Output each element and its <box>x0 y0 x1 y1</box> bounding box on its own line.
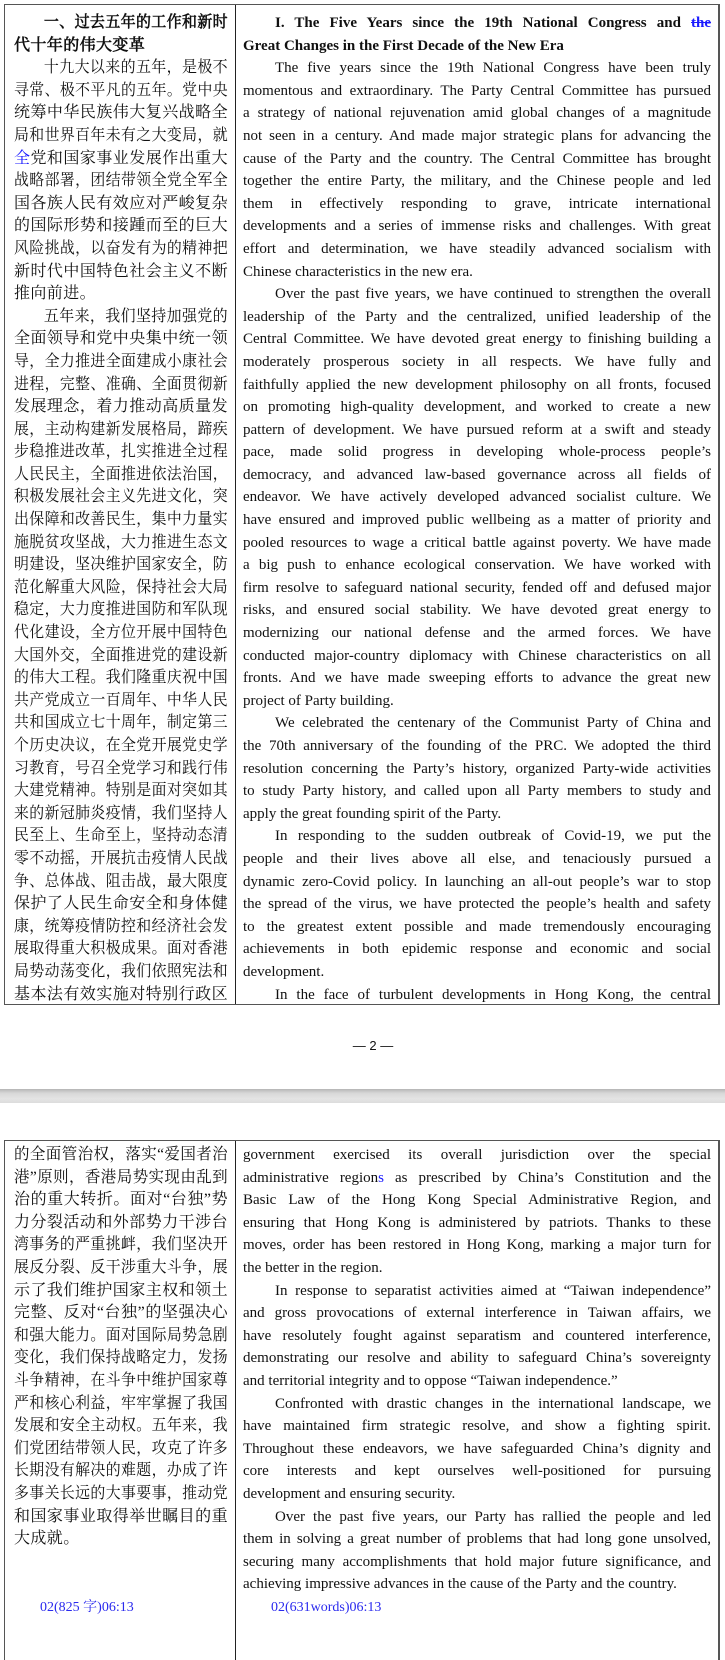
text-line: 湾事务的严重挑衅，我们坚决开 <box>14 1236 228 1254</box>
text-line: 局和世界百年未有之大变局，就 <box>14 126 228 144</box>
text-line: firm resolve to safeguard national security, fended off and defused major <box>243 579 711 596</box>
text-segment: 党和国家事业发展作出重大 <box>30 149 228 167</box>
text-line: conducted major-country diplomacy with Chinese characteristics on all <box>243 647 711 664</box>
text-line: have maintained firm strategic resolve, and show a fighting spirit. <box>243 1418 711 1435</box>
text-line: 展取得重大积极成果。面对香港 <box>14 940 228 958</box>
text-line: development. <box>243 963 325 980</box>
text-line: developments and a series of immense risks and challenges. With great <box>243 218 711 235</box>
text-line: people and their lives above all else, and tenaciously pursued a <box>243 850 711 867</box>
text-line: the spread of the virus, we have protected the people’s health and safety <box>243 896 711 913</box>
text-line: 港”原则，香港局势实现由乱到 <box>14 1168 228 1186</box>
text-line: the better in the region. <box>243 1259 383 1276</box>
section-heading <box>243 12 711 57</box>
text-line: 共和国成立七十周年，制定第三 <box>14 714 228 732</box>
text-line: 零不动摇，开展抗击疫情人民战 <box>14 849 228 867</box>
paragraph <box>243 57 711 283</box>
text-line: 和强大能力。面对国际局势急剧 <box>14 1326 228 1344</box>
text-line: 积极发展社会主义先进文化，突 <box>14 488 228 506</box>
text-line: The five years since the 19th National Congress have been truly <box>275 60 711 77</box>
text-segment: I. The Five Years since the 19th National Congress and <box>275 15 691 31</box>
text-line: 示了我们维护国家主权和领土 <box>14 1281 228 1299</box>
text-line: endeavor. We have actively developed advanced socialist culture. We <box>243 489 711 506</box>
text-line: pooled resources to wage a critical battle against poverty. We have made <box>243 534 711 551</box>
text-line: 争、总体战、阻击战，最大限度 <box>14 872 228 890</box>
text-line: 展反分裂、反干涉重大斗争，展 <box>14 1258 228 1276</box>
chinese-column <box>5 1141 236 1660</box>
text-segment: as prescribed by China’s Constitution and the <box>383 1169 711 1186</box>
text-line: modernizing our national defense and the armed forces. We have <box>243 625 711 642</box>
text-line: pattern of development. We have pursued reform at a swift and steady <box>243 421 711 438</box>
text-line: effort and determination, we have steadily advanced socialism with <box>243 240 711 257</box>
text-line <box>243 1167 711 1190</box>
text-line: 多事关长远的大事要事，推动党 <box>14 1484 228 1502</box>
chinese-word-count-footer: 02(825 字)06:13 <box>40 1600 134 1615</box>
text-line: 施脱贫攻坚战，大力推进生态文 <box>14 533 228 551</box>
text-line: 完整、反对“台独”的坚强决心 <box>14 1304 228 1322</box>
text-line: 明建设，坚决维护国家安全，防 <box>14 556 228 574</box>
text-line: 发展和安全主动权。五年来，我 <box>14 1417 228 1435</box>
text-line: 力分裂活动和外部势力干涉台 <box>14 1213 228 1231</box>
text-line: 基本法有效实施对特别行政区 <box>14 985 228 1003</box>
text-line: 大成就。 <box>14 1530 80 1548</box>
text-line: faithfully applied the new development philosophy on all fronts, focused <box>243 376 711 393</box>
text-line: and gross provocations of external interference in Taiwan affairs, we <box>243 1305 711 1322</box>
text-line: 局势动荡变化，我们依照宪法和 <box>14 962 228 980</box>
text-line: cause of the Party and the country. The Central Committee has brought <box>243 150 711 167</box>
text-line: Over the past five years, our Party has rallied the people and led <box>275 1508 711 1525</box>
text-line: not seen in a century. And made major strategic plans for advancing the <box>243 127 711 144</box>
text-line: Basic Law of the Hong Kong Special Administrative Region, and <box>243 1192 711 1209</box>
text-line: In responding to the sudden outbreak of Covid-19, we put the <box>275 828 711 845</box>
text-line: risks, and ensured social stability. We have devoted great energy to <box>243 602 711 619</box>
text-line: have resolutely fought against separatism and countered interference, <box>243 1327 711 1344</box>
text-line: In the face of turbulent developments in Hong Kong, the central <box>275 986 711 1003</box>
text-line: have ensured and improved public wellbeing as a matter of priority and <box>243 512 711 529</box>
text-line: resolution concerning the Party’s history, organized Party-wide activities <box>243 760 711 777</box>
text-line: and territorial integrity and to oppose “Taiwan independence.” <box>243 1372 618 1389</box>
text-line: leadership of the Party and the centralized, unified leadership of the <box>243 308 711 325</box>
chinese-column <box>5 5 236 1004</box>
paragraph <box>243 984 711 1007</box>
text-line: In response to separatist activities aimed at “Taiwan independence” <box>275 1282 711 1299</box>
text-line: demonstrating our resolve and ability to safeguard China’s sovereignty <box>243 1350 711 1367</box>
text-line: 变化，我们保持战略定力，发扬 <box>14 1349 228 1367</box>
text-line: fronts. And we have made sweeping efforts to advance the great new <box>243 670 711 687</box>
text-line: 国各族人民有效应对严峻复杂 <box>14 194 228 212</box>
text-line: 共产党成立一百周年、中华人民 <box>14 691 228 709</box>
page-1-bilingual-table <box>4 4 720 1005</box>
text-line: 推向前进。 <box>14 285 97 303</box>
paragraph <box>243 1393 711 1506</box>
text-line: government exercised its overall jurisdiction over the special <box>243 1147 711 1163</box>
text-line: 的伟大工程。我们隆重庆祝中国 <box>14 669 228 687</box>
text-line: 代化建设，全方位开展中国特色 <box>14 624 228 642</box>
text-line: 和国家事业取得举世瞩目的重 <box>14 1507 228 1525</box>
text-line: 保护了人民生命安全和身体健 <box>14 895 228 913</box>
paragraph <box>243 1280 711 1393</box>
page-2-bilingual-table <box>4 1140 720 1660</box>
text-line: 步稳推进改革，扎实推进全过程 <box>14 443 228 461</box>
text-line: 民至上、生命至上，坚持动态清 <box>14 827 228 845</box>
text-line: 展，主动构建新发展格局，蹄疾 <box>14 420 228 438</box>
text-line: 导，全力推进全面建成小康社会 <box>14 352 228 370</box>
text-line: 战略部署，团结带领全党全军全 <box>14 172 228 190</box>
text-line: 稳定，大力度推进国防和军队现 <box>14 601 228 619</box>
section-heading <box>14 12 228 57</box>
text-line: 康，统筹疫情防控和经济社会发 <box>14 917 228 935</box>
text-line: pace, made solid progress in developing whole-process people’s <box>243 444 711 461</box>
english-word-count-footer: 02(631words)06:13 <box>271 1600 382 1615</box>
text-line: 人民民主，全面推进依法治国， <box>14 465 228 483</box>
text-line: 大建党精神。特别是面对突如其 <box>14 782 228 800</box>
text-line: momentous and extraordinary. The Party Central Committee has pursued <box>243 82 711 99</box>
text-line: a strategy of national rejuvenation amid global changes of a magnitude <box>243 105 711 122</box>
text-line: 们党团结带领人民，攻克了许多 <box>14 1439 228 1457</box>
text-line: core interests and kept ourselves well-positioned for pursuing <box>243 1463 711 1480</box>
text-line: 范化解重大风险，保持社会大局 <box>14 578 228 596</box>
text-line: democracy, and advanced law-based governance across all fields of <box>243 466 711 483</box>
text-line: Chinese characteristics in the new era. <box>243 263 473 280</box>
text-line: ensuring that Hong Kong is administered by patriots. Thanks to these <box>243 1214 711 1231</box>
text-line: to study Party history, and called upon all Party members to study and <box>243 783 711 800</box>
page-number: — 2 — <box>352 1038 394 1053</box>
text-line: Over the past five years, we have continued to strengthen the overall <box>275 286 711 303</box>
text-line: project of Party building. <box>243 692 394 709</box>
text-line: dynamic zero-Covid policy. In launching an all-out people’s war to stop <box>243 873 711 890</box>
deleted-text: the <box>691 15 711 31</box>
text-line: together the entire Party, the military, and the Chinese people and led <box>243 173 711 190</box>
paragraph <box>14 1144 228 1551</box>
text-line: 的全面管治权，落实“爱国者治 <box>14 1146 228 1163</box>
text-line: We celebrated the centenary of the Communist Party of China and <box>275 715 711 732</box>
text-segment: administrative region <box>243 1169 379 1186</box>
text-line: Central Committee. We have devoted great energy to finishing building a <box>243 331 711 348</box>
paragraph <box>14 57 228 306</box>
text-line: apply the great founding spirit of the Party. <box>243 805 502 822</box>
paragraph <box>243 1506 711 1596</box>
text-line: 斗争精神，在斗争中维护国家尊 <box>14 1371 228 1389</box>
paragraph <box>243 712 711 825</box>
text-line: them in solving a great number of problems that had long gone unsolved, <box>243 1531 711 1548</box>
text-line: achievements in both epidemic response and economic and social <box>243 941 711 958</box>
text-line <box>243 12 711 35</box>
text-line: 个历史决议，在全党开展党史学 <box>14 737 228 754</box>
text-line: 风险挑战，以奋发有为的精神把 <box>14 239 228 257</box>
text-line: 发展理念，着力推动高质量发 <box>14 398 228 416</box>
text-line: on promoting high-quality development, and worked to create a new <box>243 399 711 416</box>
text-line: 进程，完整、准确、全面贯彻新 <box>14 375 228 393</box>
text-line: 大国外交，全面推进党的建设新 <box>14 646 228 664</box>
text-line: 习教育，号召全党学习和践行伟 <box>14 759 228 777</box>
text-line: 全面领导和党中央集中统一领 <box>14 330 228 348</box>
text-line: 代十年的伟大变革 <box>14 36 146 54</box>
paragraph <box>243 825 711 983</box>
paragraph <box>243 1144 711 1280</box>
paragraph <box>14 306 228 1006</box>
revised-text: 全 <box>14 149 31 167</box>
english-column <box>236 5 718 1004</box>
text-line: 十九大以来的五年，是极不 <box>43 59 228 77</box>
text-line: 出保障和改善民生，集中力量实 <box>14 511 228 529</box>
text-line <box>14 148 228 171</box>
text-line: 来的新冠肺炎疫情，我们坚持人 <box>14 804 228 822</box>
text-line: development and ensuring security. <box>243 1485 456 1502</box>
text-line: achieving impressive advances in the cause of the Party and the country. <box>243 1576 677 1593</box>
paragraph <box>243 283 711 712</box>
text-line: Confronted with drastic changes in the international landscape, we <box>275 1395 711 1412</box>
text-line: 一、过去五年的工作和新时 <box>43 14 228 31</box>
text-line: to the greatest extent possible and made tremendously encouraging <box>243 918 711 935</box>
text-line: the 70th anniversary of the founding of the PRC. We adopted the third <box>243 738 711 754</box>
text-line: 统筹中华民族伟大复兴战略全 <box>14 104 228 122</box>
text-line: Great Changes in the First Decade of the New Era <box>243 37 564 54</box>
revised-text: s <box>378 1169 384 1186</box>
text-line: 五年来，我们坚持加强党的 <box>43 307 228 325</box>
text-line: 治的重大转折。面对“台独”势 <box>14 1191 228 1209</box>
text-line: 新时代中国特色社会主义不断 <box>14 262 228 280</box>
text-line: Throughout these endeavors, we have safeguarded China’s dignity and <box>243 1440 711 1457</box>
english-column <box>236 1141 718 1660</box>
text-line: them in effectively responding to grave, intricate international <box>243 195 711 212</box>
text-line: 长期没有解决的难题，办成了许 <box>14 1462 228 1480</box>
text-line: securing many accomplishments that hold major future significance, and <box>243 1553 711 1570</box>
text-line: 的国际形势和接踵而至的巨大 <box>14 217 228 235</box>
text-line: moves, order has been restored in Hong Kong, marking a major turn for <box>243 1237 711 1254</box>
page-separator <box>0 1089 725 1103</box>
text-line: 严和核心利益，牢牢掌握了我国 <box>14 1394 228 1412</box>
text-line: moderately prosperous society in all respects. We have fully and <box>243 353 711 370</box>
text-line: 寻常、极不平凡的五年。党中央 <box>14 81 228 99</box>
text-line: a big push to enhance ecological conservation. We have worked with <box>243 557 711 574</box>
